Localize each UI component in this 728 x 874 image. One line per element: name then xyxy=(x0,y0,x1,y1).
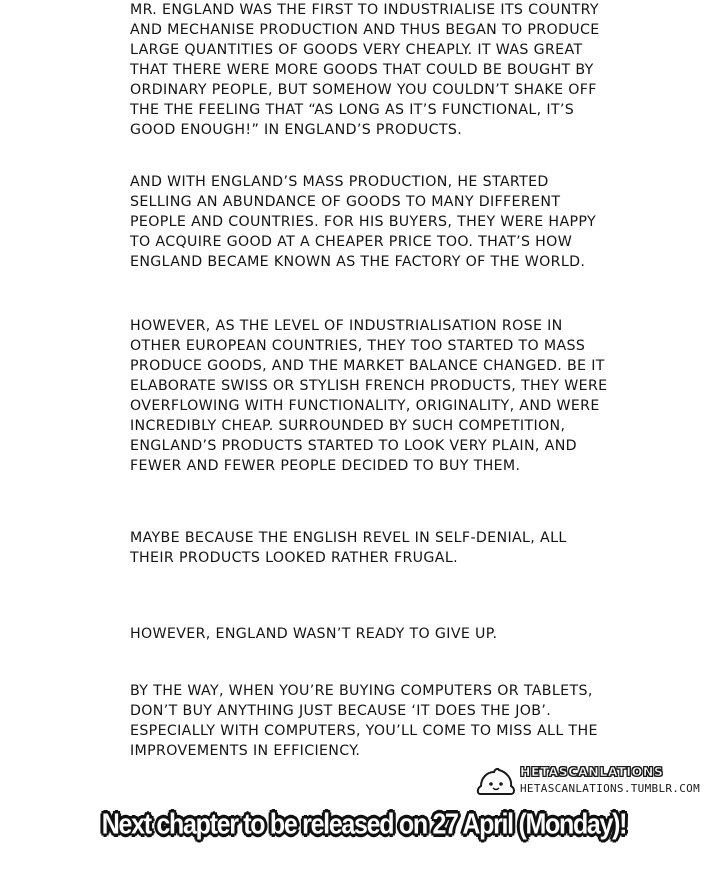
paragraph-self-denial xyxy=(130,528,720,568)
text-line: ENGLAND BECAME KNOWN AS THE FACTORY OF THE WORLD. xyxy=(130,254,586,270)
text-line: FEWER AND FEWER PEOPLE DECIDED TO BUY THEM. xyxy=(130,458,521,474)
release-notice: Next chapter to be released on 27 April (Monday)! xyxy=(101,808,627,841)
paragraph-not-ready xyxy=(130,624,720,644)
scanlation-credit xyxy=(476,764,706,800)
text-line: ORDINARY PEOPLE, BUT SOMEHOW YOU COULDN’T SHAKE OFF xyxy=(130,82,597,98)
text-line: OTHER EUROPEAN COUNTRIES, THEY TOO STARTED TO MASS xyxy=(130,338,586,354)
text-line: BY THE WAY, WHEN YOU’RE BUYING COMPUTERS OR TABLETS, xyxy=(130,683,593,699)
text-line: HOWEVER, AS THE LEVEL OF INDUSTRIALISATION ROSE IN xyxy=(130,318,563,334)
text-line: HOWEVER, ENGLAND WASN’T READY TO GIVE UP. xyxy=(130,626,498,642)
text-line: ESPECIALLY WITH COMPUTERS, YOU’LL COME TO MISS ALL THE xyxy=(130,723,598,739)
text-line: IMPROVEMENTS IN EFFICIENCY. xyxy=(130,743,361,759)
text-line: OVERFLOWING WITH FUNCTIONALITY, ORIGINALITY, AND WERE xyxy=(130,398,600,414)
paragraph-competition xyxy=(130,316,720,476)
paragraph-by-the-way xyxy=(130,681,720,761)
text-line: THE THE FEELING THAT “AS LONG AS IT’S FUNCTIONAL, IT’S xyxy=(130,102,575,118)
text-line: ELABORATE SWISS OR STYLISH FRENCH PRODUCTS, THEY WERE xyxy=(130,378,608,394)
text-line: THAT THERE WERE MORE GOODS THAT COULD BE BOUGHT BY xyxy=(130,62,594,78)
text-line: GOOD ENOUGH!” IN ENGLAND’S PRODUCTS. xyxy=(130,122,463,138)
paragraph-mass-production xyxy=(130,172,720,272)
text-line: MR. ENGLAND WAS THE FIRST TO INDUSTRIALISE ITS COUNTRY xyxy=(130,2,599,18)
paragraph-industrialisation xyxy=(130,0,720,140)
credit-url: HETASCANLATIONS.TUMBLR.COM xyxy=(520,782,700,795)
text-line: PEOPLE AND COUNTRIES. FOR HIS BUYERS, THEY WERE HAPPY xyxy=(130,214,597,230)
text-line: AND MECHANISE PRODUCTION AND THUS BEGAN TO PRODUCE xyxy=(130,22,600,38)
text-line: THEIR PRODUCTS LOOKED RATHER FRUGAL. xyxy=(130,550,458,566)
text-line: LARGE QUANTITIES OF GOODS VERY CHEAPLY. IT WAS GREAT xyxy=(130,42,583,58)
text-line: PRODUCE GOODS, AND THE MARKET BALANCE CHANGED. BE IT xyxy=(130,358,605,374)
text-line: ENGLAND’S PRODUCTS STARTED TO LOOK VERY PLAIN, AND xyxy=(130,438,577,454)
text-line: AND WITH ENGLAND’S MASS PRODUCTION, HE STARTED xyxy=(130,174,549,190)
text-line: SELLING AN ABUNDANCE OF GOODS TO MANY DIFFERENT xyxy=(130,194,561,210)
text-line: INCREDIBLY CHEAP. SURROUNDED BY SUCH COMPETITION, xyxy=(130,418,566,434)
text-line: DON’T BUY ANYTHING JUST BECAUSE ‘IT DOES THE JOB’. xyxy=(130,703,552,719)
blob-mascot-icon xyxy=(476,766,516,798)
text-line: TO ACQUIRE GOOD AT A CHEAPER PRICE TOO. THAT’S HOW xyxy=(130,234,573,250)
credit-title: HETASCANLATIONS xyxy=(520,764,664,779)
text-line: MAYBE BECAUSE THE ENGLISH REVEL IN SELF-DENIAL, ALL xyxy=(130,530,567,546)
